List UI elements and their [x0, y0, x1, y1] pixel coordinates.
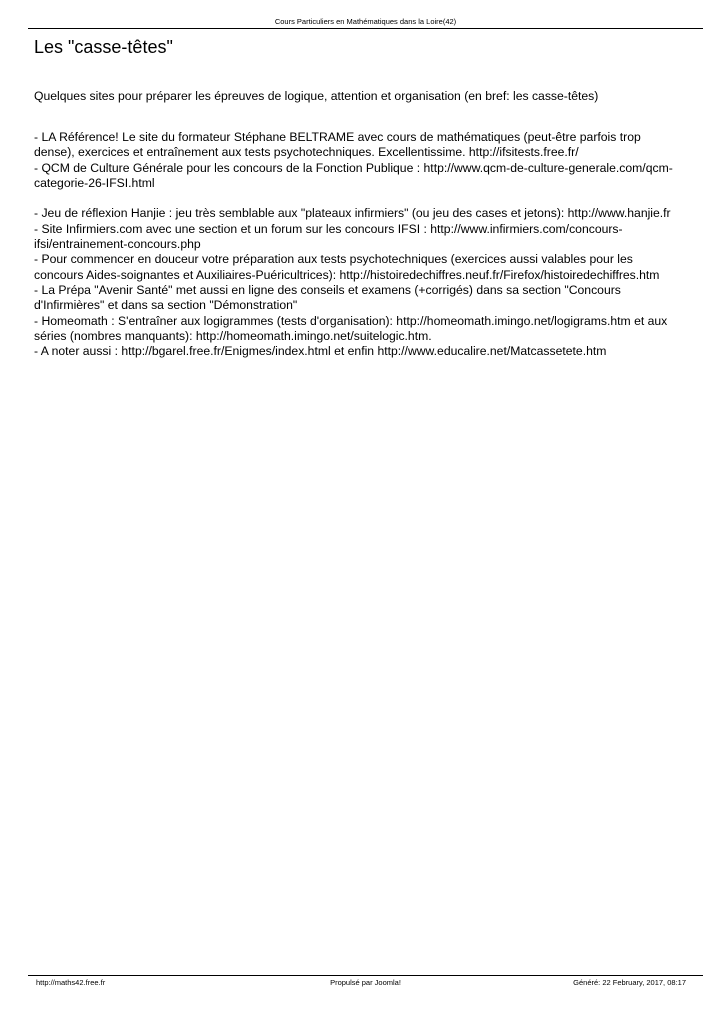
- list-item-hanjie: [34, 206, 696, 221]
- list-item-histoiredechiffres: [34, 252, 696, 283]
- list-item-line: - Pour commencer en douceur votre préparation aux tests psychotechniques (exercices aussi valables pour les: [34, 252, 633, 267]
- list-item-a-noter: [34, 344, 696, 359]
- list-item-avenir-sante: [34, 283, 696, 314]
- list-item-line[interactable]: concours Aides-soignantes et Auxiliaires-Puéricultrices): http://histoiredechiffres.neuf.fr/Firefox/histoiredechiffres.htm: [34, 267, 660, 282]
- footer-url[interactable]: http://maths42.free.fr: [36, 978, 106, 987]
- resource-list: [34, 130, 696, 359]
- list-item-reference: [34, 130, 696, 161]
- page-header: [28, 14, 703, 29]
- spacer: [34, 191, 696, 206]
- intro-text: Quelques sites pour préparer les épreuves de logique, attention et organisation (en bref: les casse-têtes): [34, 89, 599, 103]
- list-item-line[interactable]: - Homeomath : S'entraîner aux logigrammes (tests d'organisation): http://homeomath.imingo.net/logigrams.htm et aux: [34, 313, 668, 328]
- list-item-infirmiers: [34, 222, 696, 253]
- list-item-line[interactable]: - QCM de Culture Générale pour les concours de la Fonction Publique : http://www.qcm-de-culture-generale.com/qcm-: [34, 160, 673, 175]
- list-item-line: - LA Référence! Le site du formateur Stéphane BELTRAME avec cours de mathématiques (peut-être parfois trop: [34, 130, 641, 144]
- list-item-line[interactable]: - Jeu de réflexion Hanjie : jeu très semblable aux "plateaux infirmiers" (ou jeu des cases et jetons): http://www.hanjie.fr: [34, 206, 671, 221]
- list-item-line[interactable]: - Site Infirmiers.com avec une section et un forum sur les concours IFSI : http://www.infirmiers.com/concours-: [34, 221, 623, 236]
- list-item-line[interactable]: dense), exercices et entraînement aux tests psychotechniques. Excellentissime. http://ifsitests.free.fr/: [34, 145, 579, 160]
- page-footer: [28, 975, 703, 987]
- footer-powered-by: Propulsé par Joomla!: [330, 978, 401, 987]
- page-title: Les "casse-têtes": [34, 37, 173, 57]
- list-item-line[interactable]: categorie-26-IFSI.html: [34, 175, 155, 190]
- list-item-line: - La Prépa "Avenir Santé" met aussi en ligne des conseils et examens (+corrigés) dans sa section "Concours: [34, 282, 621, 297]
- list-item-line[interactable]: - A noter aussi : http://bgarel.free.fr/Enigmes/index.html et enfin http://www.educalire.net/Matcassetete.htm: [34, 344, 607, 359]
- list-item-homeomath: [34, 314, 696, 345]
- footer-generated-date: Généré: 22 February, 2017, 08:17: [573, 978, 686, 987]
- list-item-line: d'Infirmières" et dans sa section "Démonstration": [34, 298, 298, 313]
- list-item-line[interactable]: ifsi/entrainement-concours.php: [34, 237, 201, 252]
- list-item-line[interactable]: séries (nombres manquants): http://homeomath.imingo.net/suitelogic.htm.: [34, 328, 432, 343]
- site-title: Cours Particuliers en Mathématiques dans la Loire(42): [274, 17, 457, 26]
- list-item-qcm: [34, 161, 696, 192]
